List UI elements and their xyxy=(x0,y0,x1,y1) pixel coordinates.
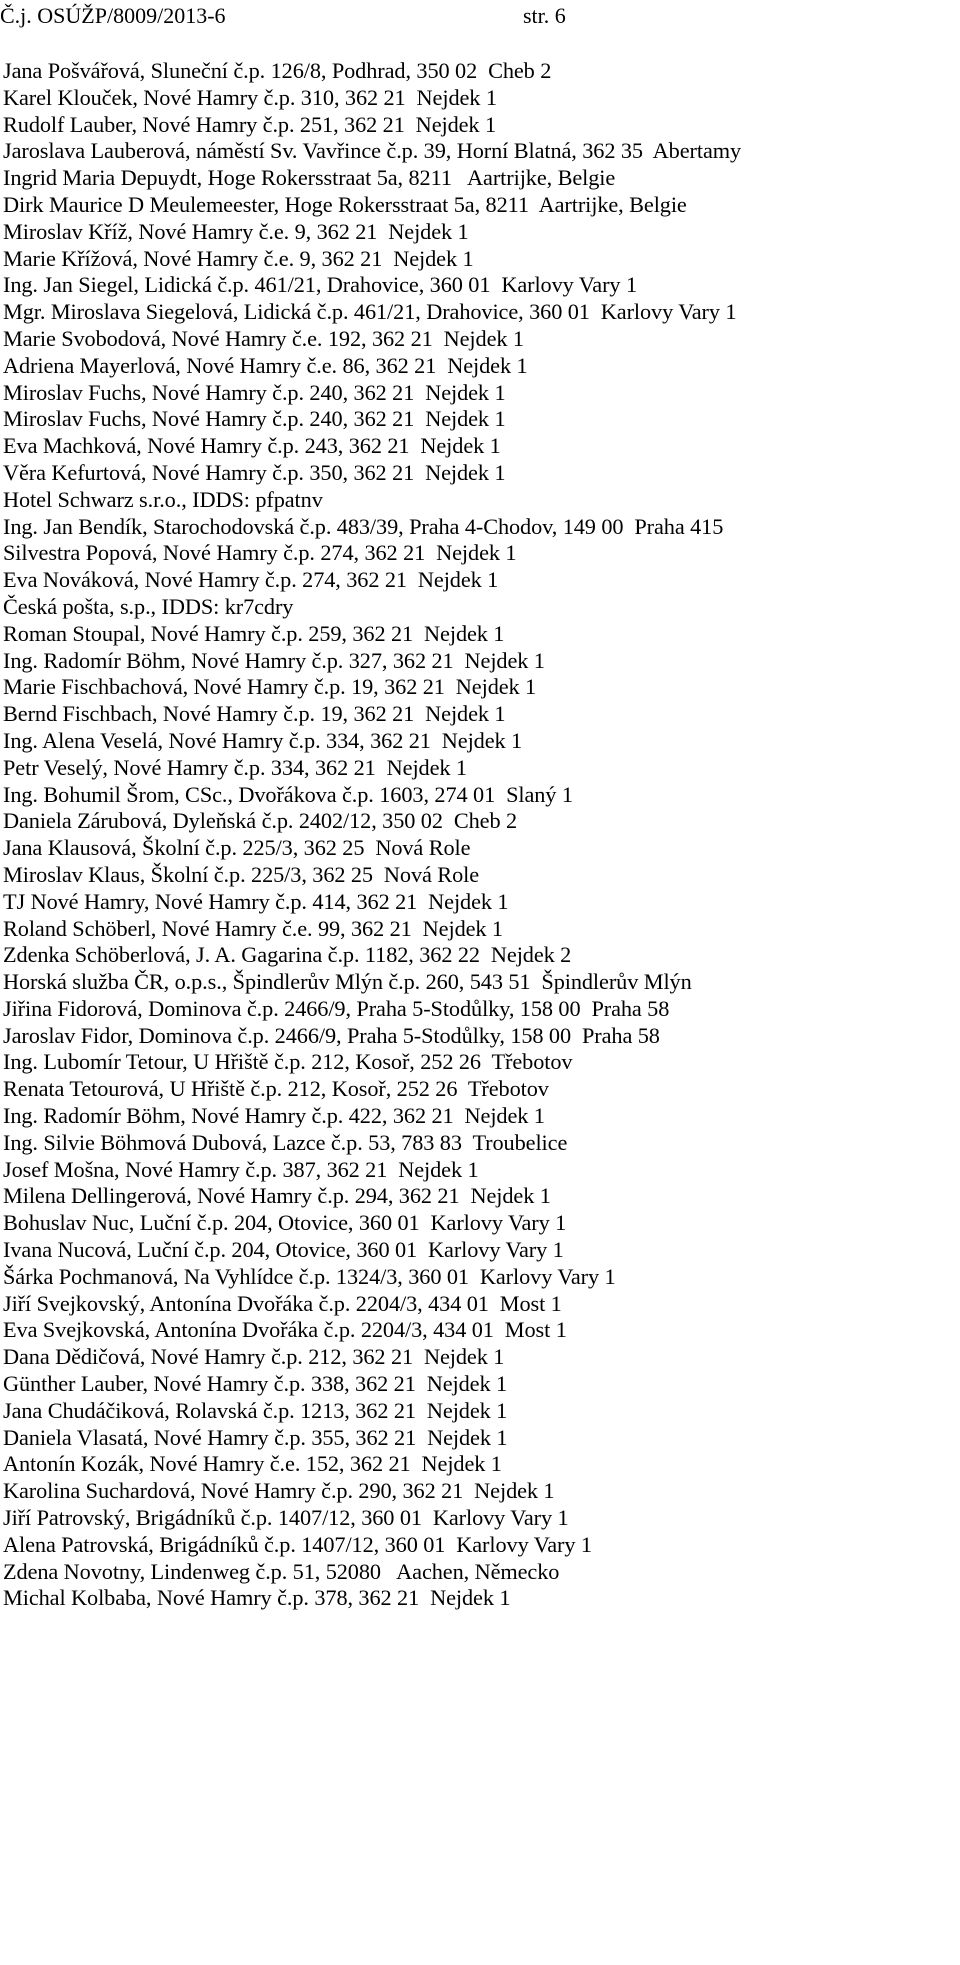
address-line: Ing. Jan Siegel, Lidická č.p. 461/21, Drahovice, 360 01 Karlovy Vary 1 xyxy=(3,272,638,298)
address-line: Ing. Lubomír Tetour, U Hřiště č.p. 212, Kosoř, 252 26 Třebotov xyxy=(3,1049,573,1075)
address-line: Eva Nováková, Nové Hamry č.p. 274, 362 21 Nejdek 1 xyxy=(3,567,499,593)
recipient-address-list xyxy=(0,58,960,1612)
address-line: Jaroslav Fidor, Dominova č.p. 2466/9, Praha 5-Stodůlky, 158 00 Praha 58 xyxy=(3,1022,660,1048)
address-line: Alena Patrovská, Brigádníků č.p. 1407/12, 360 01 Karlovy Vary 1 xyxy=(3,1531,592,1557)
address-line: Jiří Patrovský, Brigádníků č.p. 1407/12, 360 01 Karlovy Vary 1 xyxy=(3,1505,569,1531)
address-line: Rudolf Lauber, Nové Hamry č.p. 251, 362 21 Nejdek 1 xyxy=(3,111,496,137)
address-line: Horská služba ČR, o.p.s., Špindlerův Mlýn č.p. 260, 543 51 Špindlerův Mlýn xyxy=(3,969,692,995)
page-header xyxy=(0,2,960,29)
address-line: Eva Machková, Nové Hamry č.p. 243, 362 21 Nejdek 1 xyxy=(3,433,501,459)
address-line: Marie Křížová, Nové Hamry č.e. 9, 362 21 Nejdek 1 xyxy=(3,245,474,271)
address-line: Ing. Alena Veselá, Nové Hamry č.p. 334, 362 21 Nejdek 1 xyxy=(3,727,523,753)
address-line: Zdenka Schöberlová, J. A. Gagarina č.p. 1182, 362 22 Nejdek 2 xyxy=(3,942,572,968)
page-number: str. 6 xyxy=(523,3,566,28)
address-line: Ingrid Maria Depuydt, Hoge Rokersstraat 5a, 8211 Aartrijke, Belgie xyxy=(3,165,616,191)
address-line: Zdena Novotny, Lindenweg č.p. 51, 52080 Aachen, Německo xyxy=(3,1558,560,1584)
address-line: Antonín Kozák, Nové Hamry č.e. 152, 362 21 Nejdek 1 xyxy=(3,1451,502,1477)
address-line: Milena Dellingerová, Nové Hamry č.p. 294, 362 21 Nejdek 1 xyxy=(3,1183,551,1209)
address-line: Mgr. Miroslava Siegelová, Lidická č.p. 461/21, Drahovice, 360 01 Karlovy Vary 1 xyxy=(3,299,737,325)
address-line: Karel Klouček, Nové Hamry č.p. 310, 362 21 Nejdek 1 xyxy=(3,84,497,110)
address-line: Eva Svejkovská, Antonína Dvořáka č.p. 2204/3, 434 01 Most 1 xyxy=(3,1317,567,1343)
address-line: Daniela Vlasatá, Nové Hamry č.p. 355, 362 21 Nejdek 1 xyxy=(3,1424,508,1450)
address-line: Ing. Radomír Böhm, Nové Hamry č.p. 327, 362 21 Nejdek 1 xyxy=(3,647,545,673)
address-line: Miroslav Fuchs, Nové Hamry č.p. 240, 362 21 Nejdek 1 xyxy=(3,406,506,432)
address-line: Jana Pošvářová, Sluneční č.p. 126/8, Podhrad, 350 02 Cheb 2 xyxy=(3,58,552,83)
address-line: Bohuslav Nuc, Luční č.p. 204, Otovice, 360 01 Karlovy Vary 1 xyxy=(3,1210,567,1236)
address-line: Ing. Bohumil Šrom, CSc., Dvořákova č.p. 1603, 274 01 Slaný 1 xyxy=(3,781,573,807)
address-line: Hotel Schwarz s.r.o., IDDS: pfpatnv xyxy=(3,486,323,512)
address-line: Věra Kefurtová, Nové Hamry č.p. 350, 362 21 Nejdek 1 xyxy=(3,459,506,485)
address-line: Marie Svobodová, Nové Hamry č.e. 192, 362 21 Nejdek 1 xyxy=(3,325,524,351)
address-line: Petr Veselý, Nové Hamry č.p. 334, 362 21 Nejdek 1 xyxy=(3,754,467,780)
address-line: Marie Fischbachová, Nové Hamry č.p. 19, 362 21 Nejdek 1 xyxy=(3,674,537,700)
address-line: Ing. Silvie Böhmová Dubová, Lazce č.p. 53, 783 83 Troubelice xyxy=(3,1129,568,1155)
address-line: Bernd Fischbach, Nové Hamry č.p. 19, 362 21 Nejdek 1 xyxy=(3,701,506,727)
address-line: Karolina Suchardová, Nové Hamry č.p. 290, 362 21 Nejdek 1 xyxy=(3,1478,555,1504)
address-line: Josef Mošna, Nové Hamry č.p. 387, 362 21 Nejdek 1 xyxy=(3,1156,479,1182)
address-line: Miroslav Klaus, Školní č.p. 225/3, 362 25 Nová Role xyxy=(3,861,480,887)
address-line: Michal Kolbaba, Nové Hamry č.p. 378, 362 21 Nejdek 1 xyxy=(3,1585,511,1611)
address-line: Dana Dědičová, Nové Hamry č.p. 212, 362 21 Nejdek 1 xyxy=(3,1344,505,1370)
address-line: Dirk Maurice D Meulemeester, Hoge Rokersstraat 5a, 8211 Aartrijke, Belgie xyxy=(3,191,687,217)
address-line: Jaroslava Lauberová, náměstí Sv. Vavřince č.p. 39, Horní Blatná, 362 35 Abertamy xyxy=(3,138,742,164)
address-line: Silvestra Popová, Nové Hamry č.p. 274, 362 21 Nejdek 1 xyxy=(3,540,517,566)
address-line: Roland Schöberl, Nové Hamry č.e. 99, 362 21 Nejdek 1 xyxy=(3,915,503,941)
document-reference-number: Č.j. OSÚŽP/8009/2013-6 xyxy=(0,3,226,28)
address-line: Ing. Radomír Böhm, Nové Hamry č.p. 422, 362 21 Nejdek 1 xyxy=(3,1103,545,1129)
address-line: Jana Klausová, Školní č.p. 225/3, 362 25 Nová Role xyxy=(3,835,471,861)
address-line: Ing. Jan Bendík, Starochodovská č.p. 483/39, Praha 4-Chodov, 149 00 Praha 415 xyxy=(3,513,724,539)
address-line: Roman Stoupal, Nové Hamry č.p. 259, 362 21 Nejdek 1 xyxy=(3,620,505,646)
address-line: Jana Chudáčiková, Rolavská č.p. 1213, 362 21 Nejdek 1 xyxy=(3,1397,508,1423)
address-line: Jiřina Fidorová, Dominova č.p. 2466/9, Praha 5-Stodůlky, 158 00 Praha 58 xyxy=(3,995,670,1021)
address-line: Jiří Svejkovský, Antonína Dvořáka č.p. 2204/3, 434 01 Most 1 xyxy=(3,1290,562,1316)
address-line: Ivana Nucová, Luční č.p. 204, Otovice, 360 01 Karlovy Vary 1 xyxy=(3,1237,564,1263)
address-line: Šárka Pochmanová, Na Vyhlídce č.p. 1324/3, 360 01 Karlovy Vary 1 xyxy=(3,1263,616,1289)
address-line: Adriena Mayerlová, Nové Hamry č.e. 86, 362 21 Nejdek 1 xyxy=(3,352,528,378)
address-line: TJ Nové Hamry, Nové Hamry č.p. 414, 362 21 Nejdek 1 xyxy=(3,888,509,914)
address-line: Česká pošta, s.p., IDDS: kr7cdry xyxy=(3,593,294,619)
address-line: Miroslav Fuchs, Nové Hamry č.p. 240, 362 21 Nejdek 1 xyxy=(3,379,506,405)
address-line: Renata Tetourová, U Hřiště č.p. 212, Kosoř, 252 26 Třebotov xyxy=(3,1076,549,1102)
address-line: Daniela Zárubová, Dyleňská č.p. 2402/12, 350 02 Cheb 2 xyxy=(3,808,518,834)
address-line: Günther Lauber, Nové Hamry č.p. 338, 362 21 Nejdek 1 xyxy=(3,1371,508,1397)
address-line: Miroslav Kříž, Nové Hamry č.e. 9, 362 21 Nejdek 1 xyxy=(3,218,469,244)
